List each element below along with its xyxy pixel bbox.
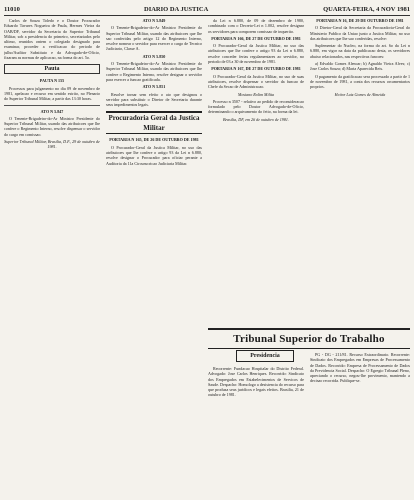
paragraph: O Procurador-Geral da Justica Militar, no uso das atribuicoes que lhe confere o artigo 93 da Lei n 6.880, resolve designar o Procurador para oficiar perante a Auditoria da 11a Circunscricao Judiciaria Militar. [106,144,202,166]
presidencia-box: Presidencia [236,350,294,362]
paragraph: O Diretor-Geral da Secretaria da Procuradoria-Geral do Ministerio Publico da Uniao junto a Justica Militar, no uso das atribuicoes que lhe sao conferidas, resolve: [310,25,410,41]
paragraph: O Procurador-Geral da Justica Militar, no uso de suas atribuicoes, resolve dispensar o servidor da funcao de Chefe da Secao de Administracao. [208,73,304,90]
paragraph: Carlos de Souza Toledo e o Doutor Procurador Eduardo Tavares Nogueira de Paula, Hermes Vieira da OAB/DF, servidor da Secretaria do Superior Tribunal Militar, sob a presidencia do primeiro, secretariados pelo ultimo, reunidos ontem o colegiado designado para examinar, proceder a verificacao do periodo de julho/Auditor Substituto e da Advogado-de-Oficio, fixaram as normas de aplicacao, na forma do art. 5o. [4,18,100,61]
paragraph: Suplementar do Nucleo, na forma do art. 6o da Lei n 6.880, em vigor na data da publicacao desta, os servidores abaixo relacionados, nas respectivas funcoes: [310,43,410,59]
signature: Heitor Luiz Gomes de Almeida [334,91,386,97]
paragraph: da Lei n 6.880, de 09 de dezembro de 1980, combinado com o Decreto-Lei n 1.002, resolve designar os servidores para comporem comissao de inquerito. [208,18,304,34]
page-number: 11010 [4,6,20,13]
paragraph: Processo n 3507 - relativo ao pedido de reconsideracao formulado pelo Doutor Advogado-de-Oficio, determinando o arquivamento do feito, na forma da lei. [208,98,304,115]
ato-label: ATO N 5.849 [142,18,166,23]
signature: Superior Tribunal Militar, Brasilia, D.F., 29 de outubro de 1981. [4,139,100,150]
ato-label: ATO N 5.851 [142,84,166,90]
signature: Mosiano Rolim Milita [237,91,275,97]
tst-right-text [310,352,410,488]
portaria-label: PORTARIA N 16, DE 29 DE OUTUBRO DE 1981 [316,18,404,23]
signature: Brasilia, DF, em 26 de outubro de 1981. [223,116,289,122]
column-2 [106,18,202,496]
tst-left-text [208,366,304,488]
paragraph: Processos para julgamento no dia 09 de novembro de 1981, apelacao e recurso em sentido estrito, no Plenario do Superior Tribunal Militar, a partir das 13:30 horas. [4,85,100,102]
portaria-label: PORTARIA N 166, DE 27 DE OUTUBRO DE 1981 [211,35,301,41]
paragraph: O pagamento da gratificacao sera processado a partir de 1 de novembro de 1981, a conta dos recursos orcamentarios proprios. [310,73,410,90]
paragraph: O Tenente-Brigadeiro-do-Ar Ministro Presidente do Superior Tribunal Militar, usando das atribuicoes que lhe confere o Regimento Interno, resolve designar o servidor para exercer a funcao gratificada. [106,61,202,82]
section-procuradoria: Procuradoria Geral da Justica Militar [106,111,202,134]
page-header [4,3,410,16]
paragraph: a) Edvaldo Gomes Alencar; b) Agnaldo Vieira Alves; c) Jose Carlos Souza; d) Maria Aparecida Reis. [310,61,410,72]
ato-label: ATO N 5.850 [142,53,166,59]
divider [4,105,100,106]
paragraph: O Tenente-Brigadeiro-do-Ar Ministro Presidente do Superior Tribunal Militar, usando das atribuicoes que lhe sao conferidas pelo artigo 12 do Regimento Interno, resolve nomear o servidor para exercer o cargo de Tecnico Judiciario, Classe A. [106,25,202,52]
issue-date: QUARTA-FEIRA, 4 NOV 1981 [323,6,410,13]
paragraph: O Procurador-Geral da Justica Militar, no uso das atribuicoes que lhe confere o artigo 93 da Lei n 6.880, resolve conceder ferias regulamentares ao servidor, no periodo de 03 a 30 de novembro de 1981. [208,43,304,65]
paragraph: O Tenente-Brigadeiro-do-Ar Ministro Presidente do Superior Tribunal Militar, usando das atribuicoes que lhe confere o Regimento Interno, resolve dispensar o servidor do cargo em comissao. [4,115,100,137]
column-3 [208,18,304,324]
paragraph: PG - DG - 211/81. Recurso Extraordinario. Recorrente: Sindicato dos Empregados em Empresas de Processamento de Dados. Recorrido: Empresa de Processamento de Dados da Previdencia Social. Despacho: O Egregio Tribunal Pleno, apreciando o recurso, negou-lhe provimento, mantendo a decisao recorrida. Publique-se. [310,352,410,384]
tst-section-title: Tribunal Superior do Trabalho [208,328,410,349]
journal-title: DIARIO DA JUSTICA [144,6,209,13]
section-pauta: Pauta [4,64,100,74]
column-1 [4,18,100,496]
ato-label: ATO N 5.847 [40,108,64,114]
pauta-label: PAUTA N 155 [39,78,65,84]
paragraph: Recorrente: Fundacao Hospitalar do Distrito Federal. Advogado: Jose Carlos Henriques. Recorrido: Sindicato dos Empregados em Estabelecimentos de Servicos de Saude. Despacho: Homologo a desistencia do recurso para que produza seus juridicos e legais efeitos. Brasilia, 21 de outubro de 1981. [208,366,304,398]
paragraph: Resolve tornar sem efeito o ato que designou o servidor para substituir o Diretor de Secretaria durante seus impedimentos legais. [106,91,202,108]
portaria-label: PORTARIA N 167, DE 27 DE OUTUBRO DE 1981 [211,66,301,72]
column-4 [310,18,410,324]
portaria-label: PORTARIA N 165, DE 26 DE OUTUBRO DE 1981 [109,137,199,143]
